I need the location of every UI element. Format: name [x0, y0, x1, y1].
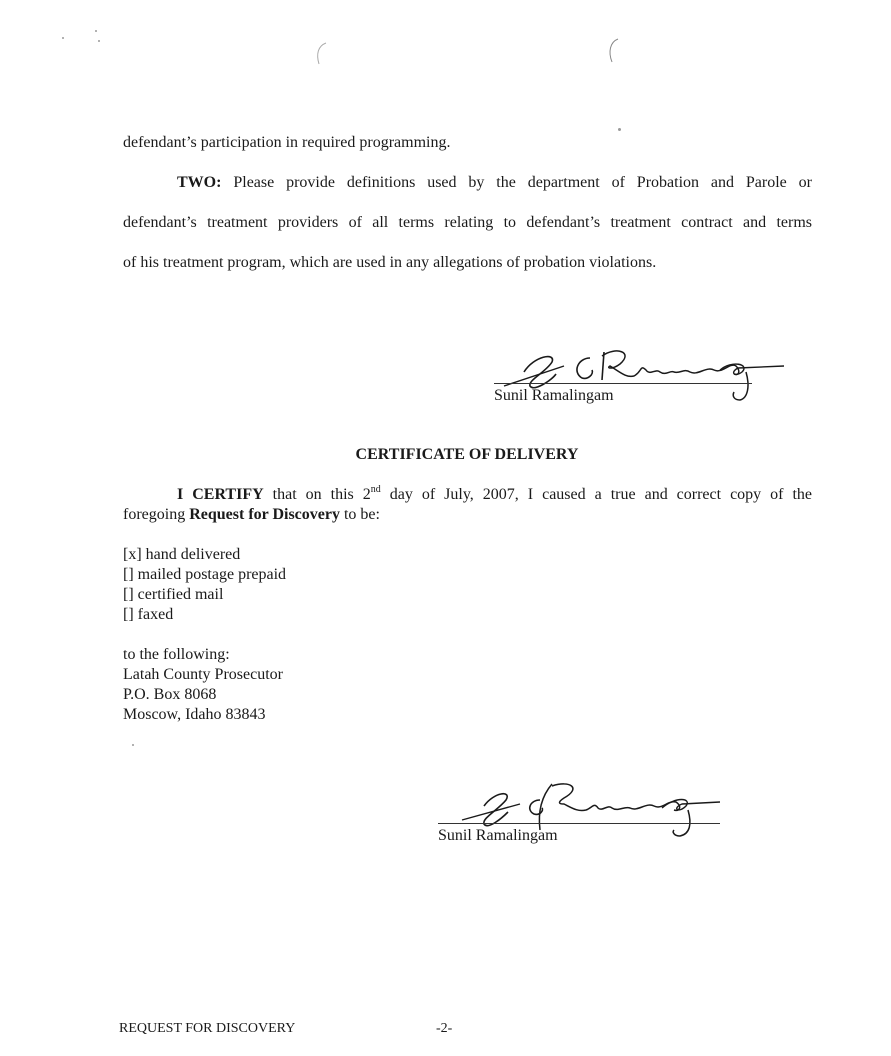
delivery-option-hand: [x] hand delivered: [123, 546, 241, 563]
delivery-option-mail: [] mailed postage prepaid: [123, 566, 287, 583]
recipient-po-box: P.O. Box 8068: [123, 686, 217, 703]
signer-name: Sunil Ramalingam: [494, 387, 614, 404]
paragraph-two-label: TWO:: [177, 174, 222, 191]
recipient-block: [123, 645, 283, 725]
signature-line: [494, 383, 752, 384]
scan-speck: [95, 30, 97, 32]
recipient-intro: to the following:: [123, 646, 230, 663]
scan-speck: [618, 128, 621, 131]
scan-mark-left: [312, 40, 332, 68]
certify-text-d: to be:: [343, 506, 380, 523]
delivery-options-list: [123, 545, 286, 625]
paragraph-two-line-1-text: Please provide definitions used by the department of Probation and Parole or: [233, 174, 812, 191]
certify-label: I CERTIFY: [177, 486, 264, 503]
certificate-heading: CERTIFICATE OF DELIVERY: [355, 446, 579, 463]
scan-speck: [132, 744, 134, 746]
footer-title: REQUEST FOR DISCOVERY: [119, 1021, 296, 1036]
certify-text-a: that on this 2: [272, 486, 371, 503]
paragraph-two-line-2: defendant’s treatment providers of all terms relating to defendant’s treatment contract and terms: [123, 214, 812, 231]
scan-speck: [98, 40, 100, 42]
scan-mark-right: [604, 36, 624, 66]
document-name: Request for Discovery: [189, 506, 340, 523]
certify-line-1: [123, 485, 812, 505]
paragraph-two-line-3: of his treatment program, which are used in any allegations of probation violations.: [123, 254, 657, 271]
ordinal-suffix: nd: [370, 483, 381, 495]
certify-text-c: foregoing: [123, 506, 186, 523]
certify-line-2: [123, 505, 380, 525]
continuation-text: defendant’s participation in required programming.: [123, 134, 451, 151]
scan-speck: [62, 37, 64, 39]
delivery-option-fax: [] faxed: [123, 606, 174, 623]
recipient-name: Latah County Prosecutor: [123, 666, 283, 683]
signature-line: [438, 823, 720, 824]
paragraph-two-line-1: [123, 173, 812, 193]
delivery-option-certified: [] certified mail: [123, 586, 224, 603]
signer-name: Sunil Ramalingam: [438, 827, 558, 844]
recipient-city: Moscow, Idaho 83843: [123, 706, 266, 723]
page-number: -2-: [436, 1021, 453, 1036]
certify-text-b: day of July, 2007, I caused a true and correct copy of the: [389, 486, 813, 503]
